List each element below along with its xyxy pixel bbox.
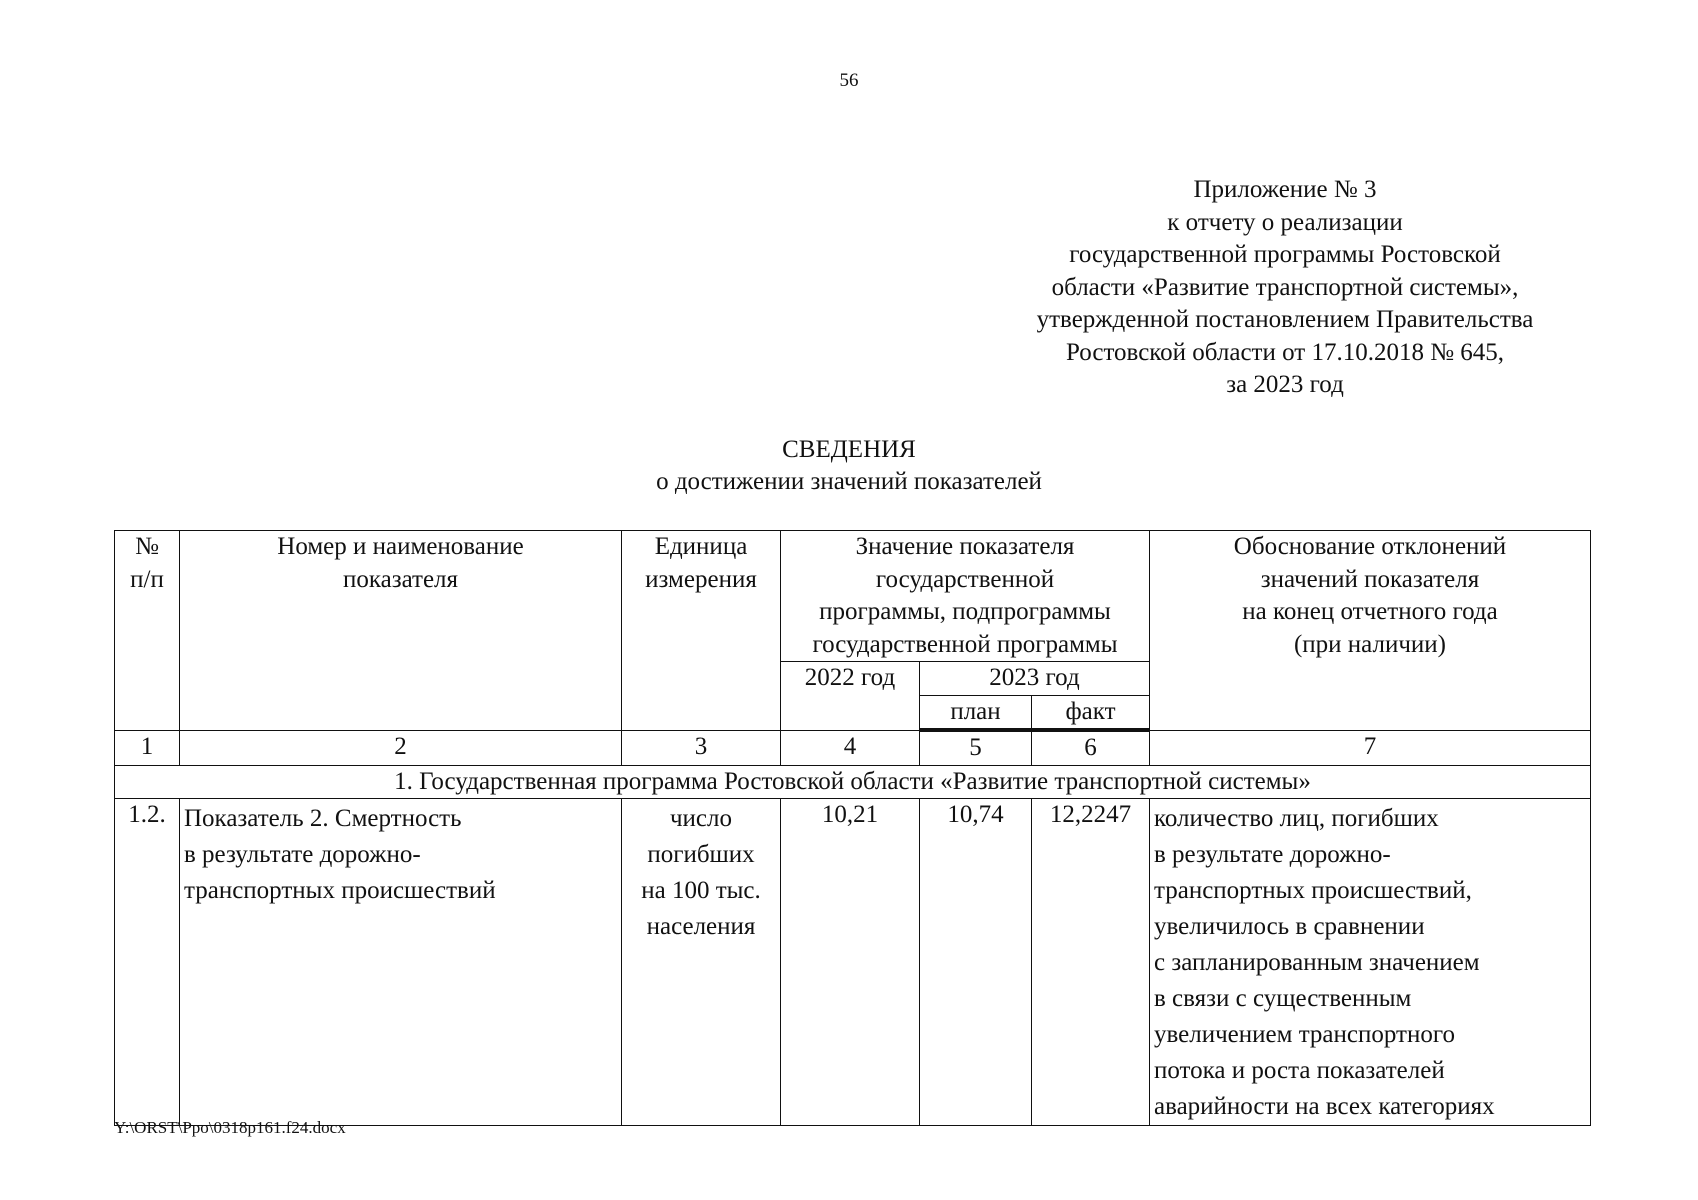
header-year-2023: 2023 год — [920, 662, 1150, 696]
appendix-line: Ростовской области от 17.10.2018 № 645, — [1065, 338, 1505, 366]
header-name: Номер и наименование показателя — [180, 531, 622, 731]
header-unit: Единица измерения — [622, 531, 781, 731]
page-number: 56 — [839, 70, 859, 91]
appendix-line: к отчету о реализации — [1167, 208, 1403, 236]
column-number: 6 — [1032, 730, 1150, 765]
row-plan-2023: 10,74 — [920, 799, 1032, 1126]
indicators-table — [114, 530, 1591, 1126]
row-unit: число погибших на 100 тыс. населения — [622, 799, 781, 1126]
header-fact: факт — [1032, 695, 1150, 730]
row-indicator-name: Показатель 2. Смертность в результате дорожно- транспортных происшествий — [180, 799, 622, 1126]
appendix-heading — [985, 174, 1585, 402]
file-path-footer: Y:\ORST\Ppo\0318p161.f24.docx — [114, 1118, 346, 1137]
column-number: 2 — [180, 730, 622, 765]
column-number: 3 — [622, 730, 781, 765]
document-title-sub: о достижении значений показателей — [656, 468, 1042, 495]
row-fact-2023: 12,2247 — [1032, 799, 1150, 1126]
appendix-line: Приложение № 3 — [1193, 176, 1377, 203]
appendix-line: государственной программы Ростовской — [1069, 241, 1501, 268]
appendix-line: области «Развитие транспортной системы», — [1051, 273, 1519, 301]
column-number: 7 — [1150, 730, 1591, 765]
header-plan: план — [920, 695, 1032, 730]
header-justification: Обоснование отклонений значений показателя на конец отчетного года (при наличии) — [1150, 531, 1591, 731]
row-value-2022: 10,21 — [781, 799, 920, 1126]
column-number: 4 — [781, 730, 920, 765]
document-title-main: СВЕДЕНИЯ — [782, 436, 916, 463]
column-number: 5 — [920, 730, 1032, 765]
document-title — [0, 434, 1698, 498]
appendix-line: утвержденной постановлением Правительства — [1036, 306, 1534, 333]
row-num: 1.2. — [115, 799, 180, 1126]
section-title: 1. Государственная программа Ростовской области «Развитие транспортной системы» — [115, 765, 1591, 799]
appendix-line: за 2023 год — [1226, 371, 1344, 398]
header-value: Значение показателя государственной программы, подпрограммы государственной программы — [781, 531, 1150, 662]
header-num: № п/п — [115, 531, 180, 731]
column-number: 1 — [115, 730, 180, 765]
header-year-2022: 2022 год — [781, 662, 920, 731]
row-justification: количество лиц, погибших в результате дорожно- транспортных происшествий, увеличилось в сравнении с запланированным значением в связи с существенным увеличением транспортного потока и роста показателей аварийности на всех категориях — [1150, 799, 1591, 1126]
